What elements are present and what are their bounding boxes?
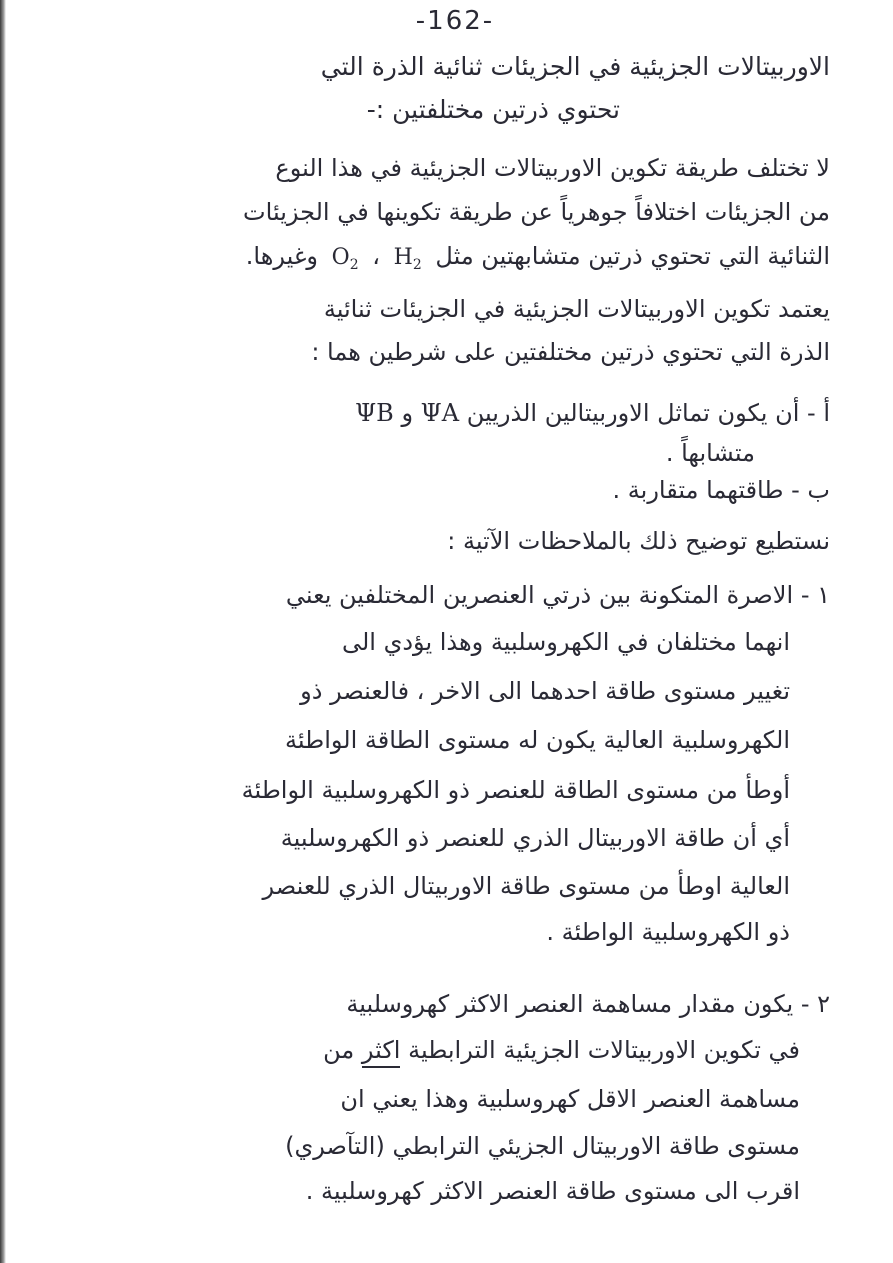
paragraph1-line-2: من الجزيئات اختلافاً جوهرياً عن طريقة تكوينها في الجزيئات <box>243 198 830 226</box>
note1-line-4: الكهروسلبية العالية يكون له مستوى الطاقة الواطئة <box>284 726 790 754</box>
psi-b: ΨB <box>355 399 394 427</box>
note2-line-2-end: من <box>323 1036 355 1064</box>
formula-o2-sub: 2 <box>349 257 359 273</box>
paragraph1-line-3-suffix: وغيرها. <box>245 242 319 270</box>
heading-line-2: تحتوي ذرتين مختلفتين :- <box>366 95 620 124</box>
note1-line-3: تغيير مستوى طاقة احدهما الى الاخر ، فالعنصر ذو <box>300 677 790 705</box>
heading-line-1: الاوربيتالات الجزيئية في الجزيئات ثنائية الذرة التي <box>320 52 830 81</box>
condition-a-label: أ - <box>807 399 830 427</box>
condition-b <box>613 475 830 505</box>
formula-h2-sub: 2 <box>412 257 422 273</box>
handwritten-page <box>60 0 850 1263</box>
psi-and: و <box>401 399 414 427</box>
note1-line-1-text: الاصرة المتكونة بين ذرتي العنصرين المختلفين يعني <box>285 581 794 609</box>
note2-line-4: مستوى طاقة الاوربيتال الجزيئي الترابطي (التآصري) <box>285 1132 800 1160</box>
note1-label: ١ - <box>800 581 830 609</box>
formula-o2 <box>332 243 359 280</box>
paragraph2-line-2: الذرة التي تحتوي ذرتين مختلفتين على شرطين هما : <box>311 338 830 366</box>
paragraph1-line-3-prefix: الثنائية التي تحتوي ذرتين متشابهتين مثل <box>435 242 830 270</box>
note1-line-2: انهما مختلفان في الكهروسلبية وهذا يؤدي الى <box>341 628 790 656</box>
scan-page-edge <box>0 0 6 1263</box>
formula-h2 <box>394 243 422 280</box>
note1-line-7: العالية اوطأ من مستوى طاقة الاوربيتال الذري للعنصر <box>262 872 790 900</box>
condition-b-text: طاقتهما متقاربة . <box>612 476 784 504</box>
paragraph2-line-1: يعتمد تكوين الاوربيتالات الجزيئية في الجزيئات ثنائية <box>323 295 830 323</box>
note2-line-5: اقرب الى مستوى طاقة العنصر الاكثر كهروسلبية . <box>305 1177 800 1205</box>
note1-line-5: أوطأ من مستوى الطاقة للعنصر ذو الكهروسلبية الواطئة <box>241 776 790 804</box>
formula-h2-main: H <box>393 245 413 270</box>
formula-o2-main: O <box>331 245 350 270</box>
note1-line-1 <box>286 580 830 610</box>
condition-b-label: ب - <box>791 476 830 504</box>
formula-separator: ، <box>372 242 381 270</box>
note2-line-2 <box>323 1035 800 1065</box>
condition-a-text: أن يكون تماثل الاوربيتالين الذريين <box>466 399 800 427</box>
paragraph1-line-3 <box>246 241 830 280</box>
note2-label: ٢ - <box>800 990 830 1018</box>
condition-a <box>355 398 830 428</box>
psi-a: ΨA <box>420 399 460 427</box>
note2-line-2-start: في تكوين الاوربيتالات الجزيئية الترابطية <box>408 1036 800 1064</box>
paragraph1-line-1: لا تختلف طريقة تكوين الاوربيتالات الجزيئية في هذا النوع <box>275 154 830 182</box>
condition-a-continuation: متشابهاً . <box>665 439 755 467</box>
note1-line-6: أي أن طاقة الاوربيتال الذري للعنصر ذو الكهروسلبية <box>280 824 790 852</box>
notes-intro: نستطيع توضيح ذلك بالملاحظات الآتية : <box>447 527 830 555</box>
note2-line-1 <box>346 989 830 1019</box>
page-number: -162- <box>415 6 495 36</box>
note2-line-3: مساهمة العنصر الاقل كهروسلبية وهذا يعني ان <box>340 1085 800 1113</box>
note2-emphasis: اكثر <box>362 1036 401 1068</box>
note1-line-8: ذو الكهروسلبية الواطئة . <box>546 918 790 946</box>
note2-line-1-text: يكون مقدار مساهمة العنصر الاكثر كهروسلبية <box>346 990 794 1018</box>
